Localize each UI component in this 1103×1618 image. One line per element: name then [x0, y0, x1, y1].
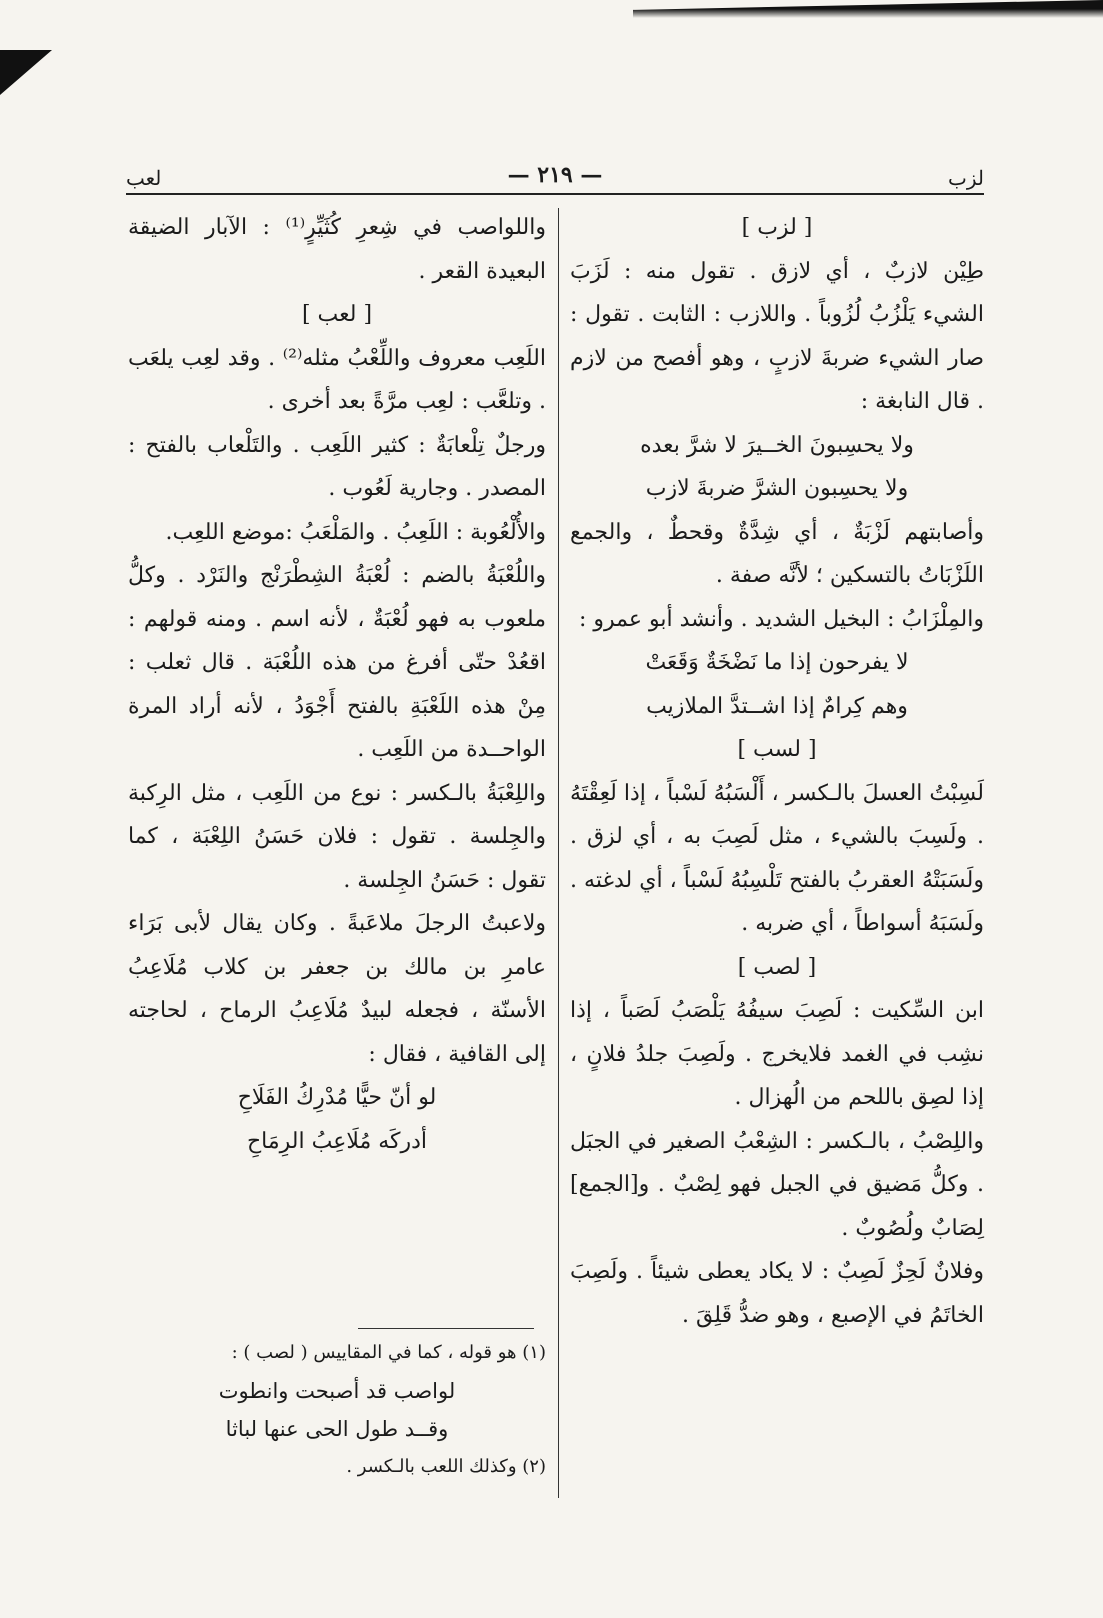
verse-line: ولا يحسِبونَ الخــيرَ لا شرَّ بعده — [640, 432, 914, 458]
footnote-rule — [358, 1328, 534, 1329]
page-header — [126, 156, 984, 192]
entry-heading: [ لسب ] — [737, 737, 817, 762]
entry-heading: [ لصب ] — [737, 954, 817, 980]
verse-line: ولا يحسِبون الشرَّ ضربةَ لازب — [645, 476, 909, 501]
header-root-right: لزب — [948, 166, 984, 190]
paragraph: وأصابتهم لَزْبَةٌ ، أي شِدَّةٌ وقحطٌ ، والجمع اللَزْبَاتُ بالتسكين ؛ لأنَّه صفة . — [570, 519, 984, 588]
paragraph: ابن السِّكيت : لَصِبَ سيفُهُ يَلْصَبُ لَصَباً ، إذا نشِب في الغمد فلايخرج . ولَصِبَ جلدُ فلانٍ ، إذا لصِق باللحم من الُهزال . — [570, 998, 984, 1110]
footnote-text: (١) هو قوله ، كما في المقاييس ( لصب ) : — [231, 1342, 546, 1363]
verse-line: وهم كِرامٌ إذا اشــتدَّ الملازيب — [646, 693, 908, 719]
paragraph: والمِلْزَابُ : البخيل الشديد . وأنشد أبو عمرو : — [578, 606, 984, 632]
paragraph: اللَعِب معروف واللِّعْبُ مثله⁽²⁾ . وقد لعِب يلعَب . وتلعَّب : لعِب مرَّةً بعد أخرى . — [128, 345, 546, 414]
paragraph: واللُعْبَةُ بالضم : لُعْبَةُ الشِطْرَنْج والنَرْد . وكلُّ ملعوب به فهو لُعْبَةٌ ، لأنه اسم . ومنه قولهم : اقعُدْ حتّى أفرغ من هذه اللُعْبَة . قال ثعلب : مِنْ هذه اللَعْبَةِ بالفتح أَجْوَدُ ، لأنه أراد المرة الواحــدة من اللَعِب . — [128, 563, 546, 762]
scan-edge-corner — [0, 50, 52, 95]
header-root-left: لعب — [126, 166, 162, 190]
paragraph: وفلانٌ لَحِزٌ لَصِبٌ : لا يكاد يعطى شيئاً . ولَصِبَ الخاتَمُ في الإصبع ، وهو ضدُّ قَلِقَ . — [570, 1259, 984, 1328]
verse-line: أدركَه مُلَاعِبُ الرِمَاحِ — [246, 1128, 428, 1154]
left-column — [128, 206, 546, 1163]
paragraph: ورجلٌ تِلْعابَةٌ : كثير اللَعِب . والتَلْعاب بالفتح : المصدر . وجارية لَعُوب . — [128, 432, 546, 501]
footnote-text: (٢) وكذلك اللعب بالـكسر . — [346, 1456, 546, 1477]
footnotes — [128, 1334, 546, 1486]
paragraph: والأُلْعُوبة : اللَعِبُ . والمَلْعَبُ :موضع اللعِب. — [165, 519, 546, 545]
paragraph: واللِصْبُ ، بالـكسر : الشِعْبُ الصغير في الجبَل . وكلُّ مَضيق في الجبل فهو لِصْبٌ . و[الجمع] لِصَابٌ ولُصُوبٌ . — [570, 1128, 984, 1241]
column-divider — [558, 208, 559, 1498]
verse-line: لو أنّ حيًّا مُدْرِكُ الفَلَاحِ — [237, 1085, 437, 1110]
header-rule — [126, 193, 984, 195]
right-column — [570, 206, 984, 1337]
verse-line: لواصب قد أصبحت وانطوت — [218, 1379, 456, 1403]
paragraph: واللواصب في شِعرِ كُثَيِّرٍ⁽¹⁾ : الآبار الضيقة البعيدة القعر . — [128, 215, 546, 284]
paragraph: لَسِبْتُ العسلَ بالـكسر ، أَلْسَبُهُ لَسْباً ، إذا لَعِقْتَهُ . ولَسِبَ بالشيء ، مثل لَصِبَ به ، أي لزق . ولَسَبَتْهُ العقربُ بالفتح تَلْسِبُهُ لَسْباً ، أي لدغته . ولَسَبَهُ أسواطاً ، أي ضربه . — [570, 780, 984, 936]
entry-heading: [ لعب ] — [301, 302, 373, 327]
entry-heading: [ لزب ] — [741, 215, 813, 240]
scan-edge-top — [633, 0, 1103, 18]
page-number: — ٢١٩ — — [507, 162, 603, 188]
paragraph: واللِعْبَةُ بالـكسر : نوع من اللَعِب ، مثل الرِكبة والجِلسة . تقول : فلان حَسَنُ اللِعْبَة ، كما تقول : حَسَنُ الجِلسة . — [128, 780, 546, 893]
verse-line: وقــد طول الحى عنها لباثا — [225, 1417, 449, 1441]
verse-line: لا يفرحون إذا ما نَضْخَةٌ وَقَعَتْ — [645, 650, 909, 675]
paragraph: ولاعبتُ الرجلَ ملاعَبةً . وكان يقال لأبى بَرَاء عامرِ بن مالك بن جعفر بن كلاب مُلَاعِبُ الأسنّة ، فجعله لبيدٌ مُلَاعِبُ الرماح ، لحاجته إلى القافية ، فقال : — [128, 911, 546, 1067]
paragraph: طِيْن لازبٌ ، أي لازق . تقول منه : لَزَبَ الشيء يَلْزُبُ لُزُوباً . واللازب : الثابت . تقول : صار الشيء ضربةَ لازبٍ ، وهو أفصح من لازم . قال النابغة : — [570, 258, 984, 414]
